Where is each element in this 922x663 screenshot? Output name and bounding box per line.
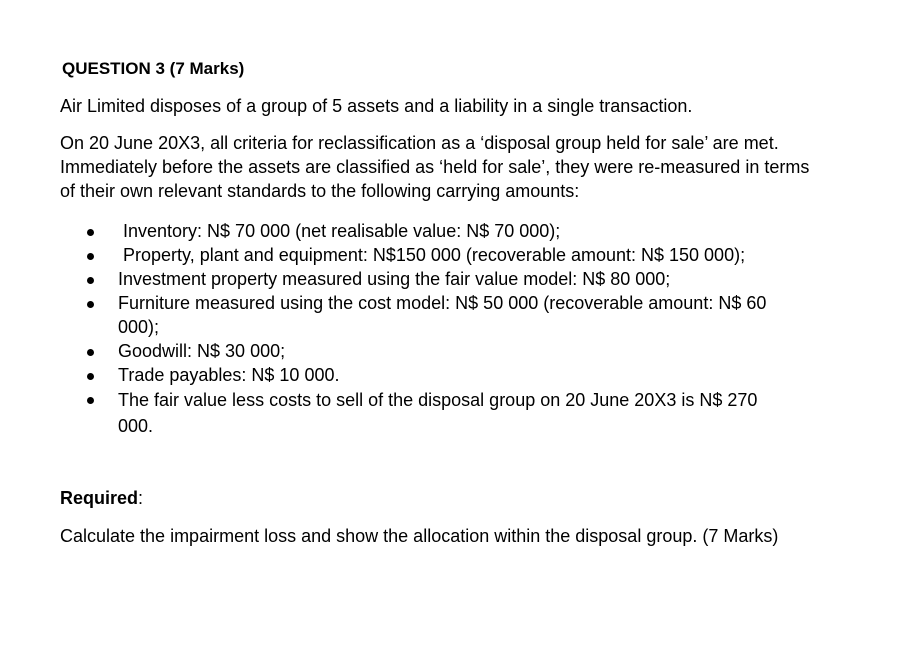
bullet-icon [87,277,94,284]
list-item [60,339,820,363]
criteria-paragraph: On 20 June 20X3, all criteria for reclassification as a ‘disposal group held for sale’ are met. Immediately before the assets are classified as ‘held for sale’, they were re-measured in terms of their own relevant standards to the following carrying amounts: [60,133,810,201]
list-item-text: Inventory: N$ 70 000 (net realisable value: N$ 70 000); [118,221,561,241]
bullet-icon [87,229,94,236]
required-label [60,486,143,510]
list-item-text: Investment property measured using the fair value model: N$ 80 000; [118,269,671,289]
bullet-icon [87,253,94,260]
list-item-text: Furniture measured using the cost model: N$ 50 000 (recoverable amount: N$ 60 000); [118,293,767,337]
list-item-text: Goodwill: N$ 30 000; [118,341,286,361]
task-paragraph: Calculate the impairment loss and show the allocation within the disposal group. (7 Marks) [60,526,779,546]
bullet-icon [87,373,94,380]
bullet-icon [87,301,94,308]
question-heading: QUESTION 3 (7 Marks) [62,59,245,78]
required-label-text: Required [60,488,139,508]
required-colon: : [138,488,144,508]
list-item-text: Trade payables: N$ 10 000. [118,365,340,385]
list-item [60,363,820,387]
carrying-amounts-list [60,219,820,439]
list-item-text: Property, plant and equipment: N$150 000 (recoverable amount: N$ 150 000); [118,245,746,265]
intro-paragraph: Air Limited disposes of a group of 5 assets and a liability in a single transaction. [60,96,693,116]
bullet-icon [87,397,94,404]
list-item-text: The fair value less costs to sell of the disposal group on 20 June 20X3 is N$ 270 000. [118,390,758,436]
bullet-icon [87,349,94,356]
list-item [60,243,820,267]
list-item [60,219,820,243]
list-item [60,267,820,291]
list-item [60,291,820,339]
list-item [60,387,820,439]
